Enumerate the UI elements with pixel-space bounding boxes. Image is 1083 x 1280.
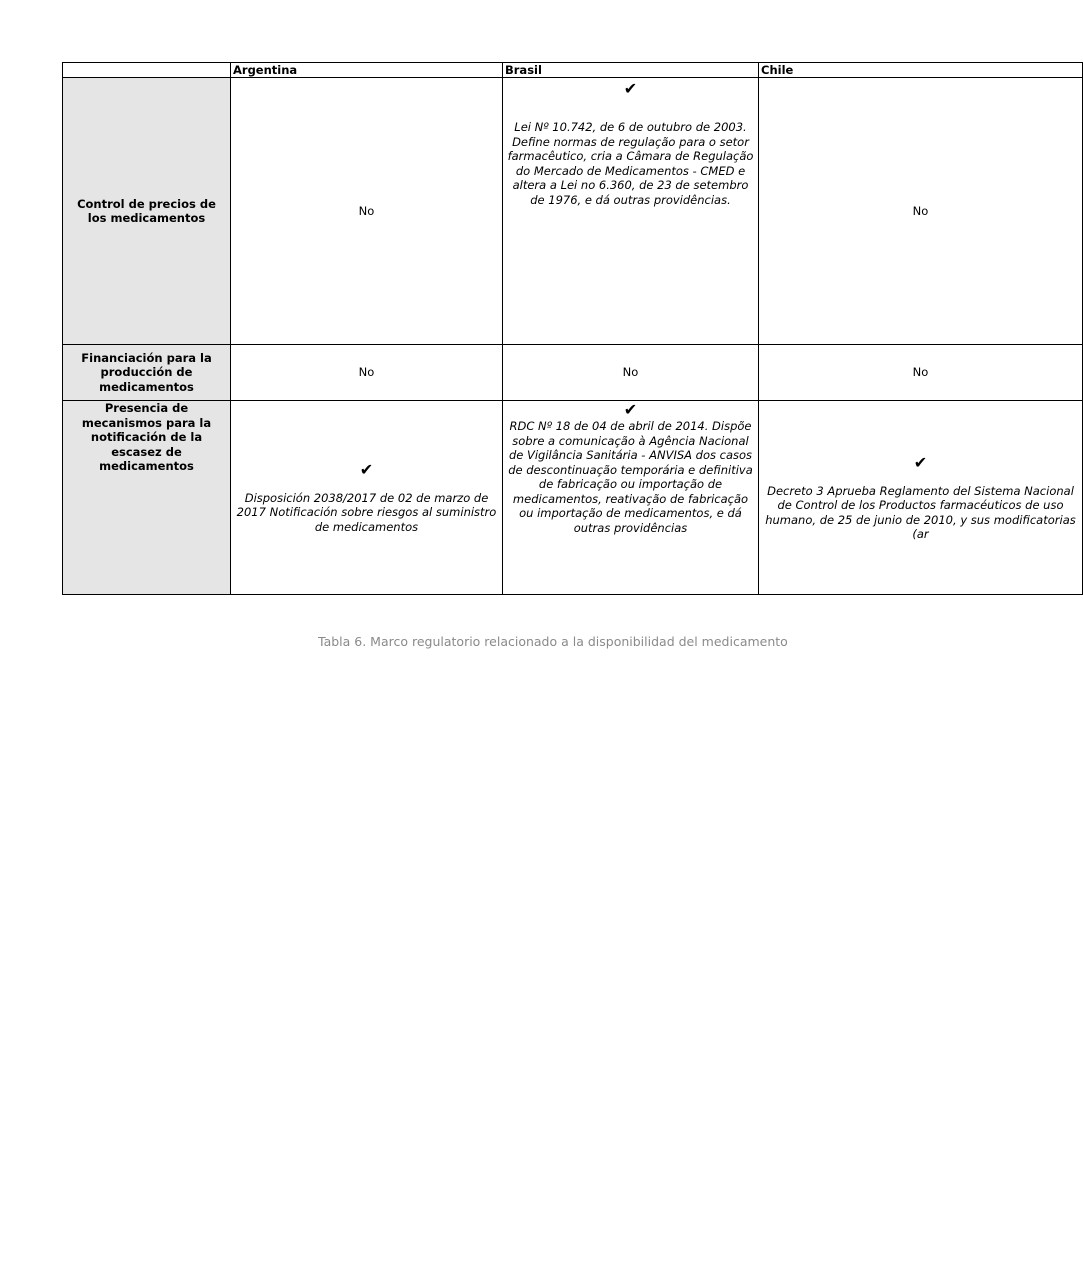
cell-brasil — [503, 78, 759, 345]
cell-brasil — [503, 401, 759, 595]
regulatory-table — [62, 62, 1083, 595]
table-row — [63, 401, 1083, 595]
cell-chile — [759, 345, 1083, 401]
checkmark-icon: ✔ — [623, 79, 638, 98]
cell-chile — [759, 401, 1083, 595]
checkmark-icon: ✔ — [913, 452, 928, 472]
cell-text: No — [912, 365, 929, 380]
cell-text: No — [358, 365, 375, 380]
cell-text: No — [358, 203, 375, 218]
legal-reference: Decreto 3 Aprueba Reglamento del Sistema Nacional de Control de los Productos farmacéuticos de uso humano, de 25 de junio de 2010, y sus modificatorias (ar — [765, 483, 1076, 541]
cell-argentina — [231, 401, 503, 595]
cell-brasil — [503, 345, 759, 401]
legal-reference: Disposición 2038/2017 de 02 de marzo de 2017 Notificación sobre riesgos al suministro de medicamentos — [236, 490, 497, 534]
cell-text: No — [622, 365, 639, 380]
legal-reference: Lei Nº 10.742, de 6 de outubro de 2003. Define normas de regulação para o setor farmacêutico, cria a Câmara de Regulação do Mercado de Medicamentos - CMED e altera a Lei no 6.360, de 23 de setembro de 1976, e dá outras providências. — [507, 120, 754, 207]
header-argentina: Argentina — [231, 63, 503, 78]
cell-argentina — [231, 78, 503, 345]
header-brasil: Brasil — [503, 63, 759, 78]
cell-text: No — [912, 203, 929, 218]
header-chile: Chile — [759, 63, 1083, 78]
checkmark-icon: ✔ — [359, 459, 374, 479]
table-row — [63, 345, 1083, 401]
cell-chile — [759, 78, 1083, 345]
cell-argentina — [231, 345, 503, 401]
row-label: Financiación para la producción de medicamentos — [63, 345, 231, 401]
header-corner — [63, 63, 231, 78]
header-row — [63, 63, 1083, 78]
legal-reference: RDC Nº 18 de 04 de abril de 2014. Dispõe sobre a comunicação à Agência Nacional de Vigilância Sanitária - ANVISA dos casos de descontinuação temporária e definitiva de fabricação ou importação de medicamentos, reativação de fabricação ou importação de medicamentos, e dá outras providências — [508, 419, 753, 535]
row-label: Control de precios de los medicamentos — [63, 78, 231, 345]
row-label: Presencia de mecanismos para la notificación de la escasez de medicamentos — [63, 401, 231, 595]
table-viewport — [62, 62, 1076, 610]
table-row — [63, 78, 1083, 345]
table-caption: Tabla 6. Marco regulatorio relacionado a la disponibilidad del medicamento — [318, 634, 788, 649]
checkmark-icon: ✔ — [623, 400, 638, 419]
